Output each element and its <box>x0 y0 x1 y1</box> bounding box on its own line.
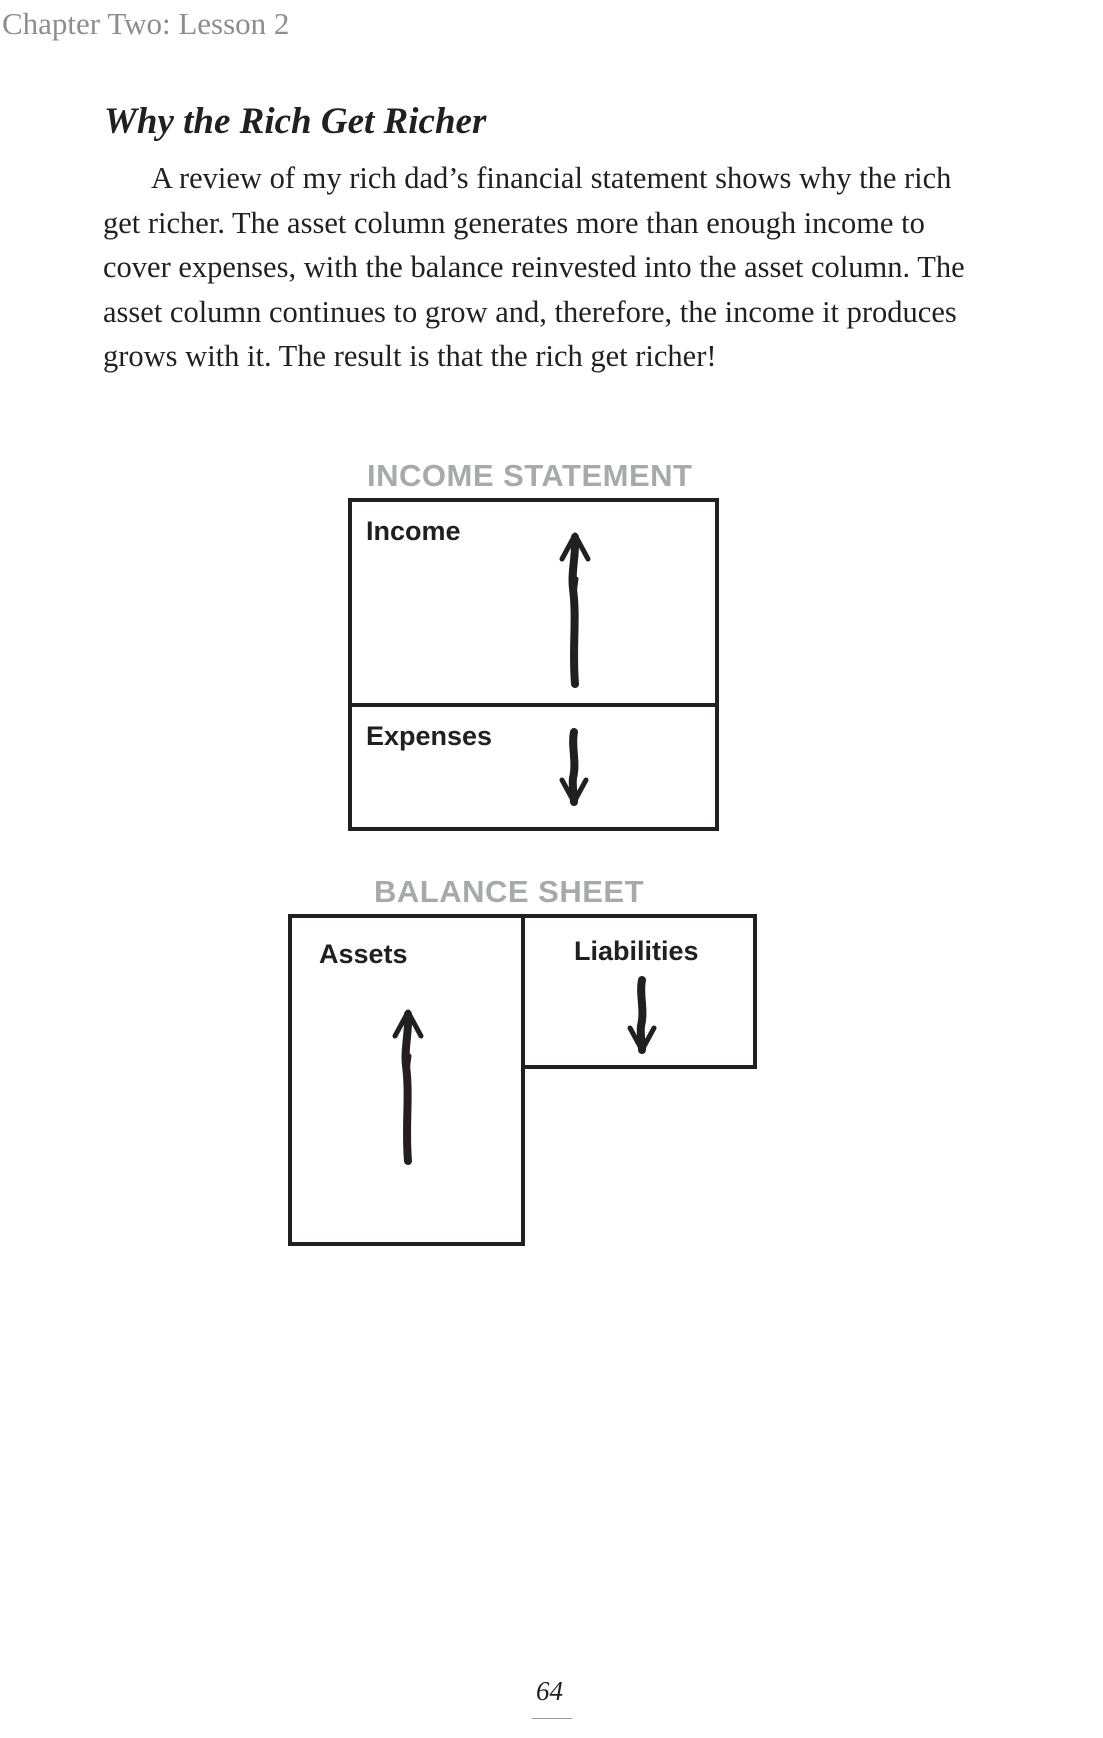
assets-box <box>288 914 525 1246</box>
paragraph-line: cover expenses, with the balance reinvested into the asset column. The <box>103 250 965 284</box>
assets-label: Assets <box>319 939 408 969</box>
paragraph-line: get richer. The asset column generates more than enough income to <box>103 205 925 240</box>
arrow-up-icon <box>557 529 593 689</box>
expenses-box <box>348 703 719 831</box>
arrow-down-icon <box>624 976 660 1056</box>
arrow-down-icon <box>556 728 592 808</box>
income-box <box>348 498 719 707</box>
page-number: 64 <box>536 1676 563 1706</box>
liabilities-label: Liabilities <box>574 936 699 966</box>
page-number-rule <box>532 1718 572 1719</box>
balance-sheet-heading: BALANCE SHEET <box>374 874 645 909</box>
running-head: Chapter Two: Lesson 2 <box>2 6 290 41</box>
liabilities-box <box>521 914 757 1069</box>
income-statement-heading: INCOME STATEMENT <box>367 458 693 493</box>
paragraph-line: A review of my rich dad’s financial statement shows why the rich <box>151 161 952 195</box>
arrow-up-icon <box>390 1006 426 1166</box>
paragraph-line: grows with it. The result is that the rich get richer! <box>103 339 717 373</box>
section-title: Why the Rich Get Richer <box>104 101 487 142</box>
paragraph-line: asset column continues to grow and, therefore, the income it produces <box>103 294 957 329</box>
income-label: Income <box>366 516 461 546</box>
body-paragraph <box>103 156 993 379</box>
expenses-label: Expenses <box>366 721 493 751</box>
